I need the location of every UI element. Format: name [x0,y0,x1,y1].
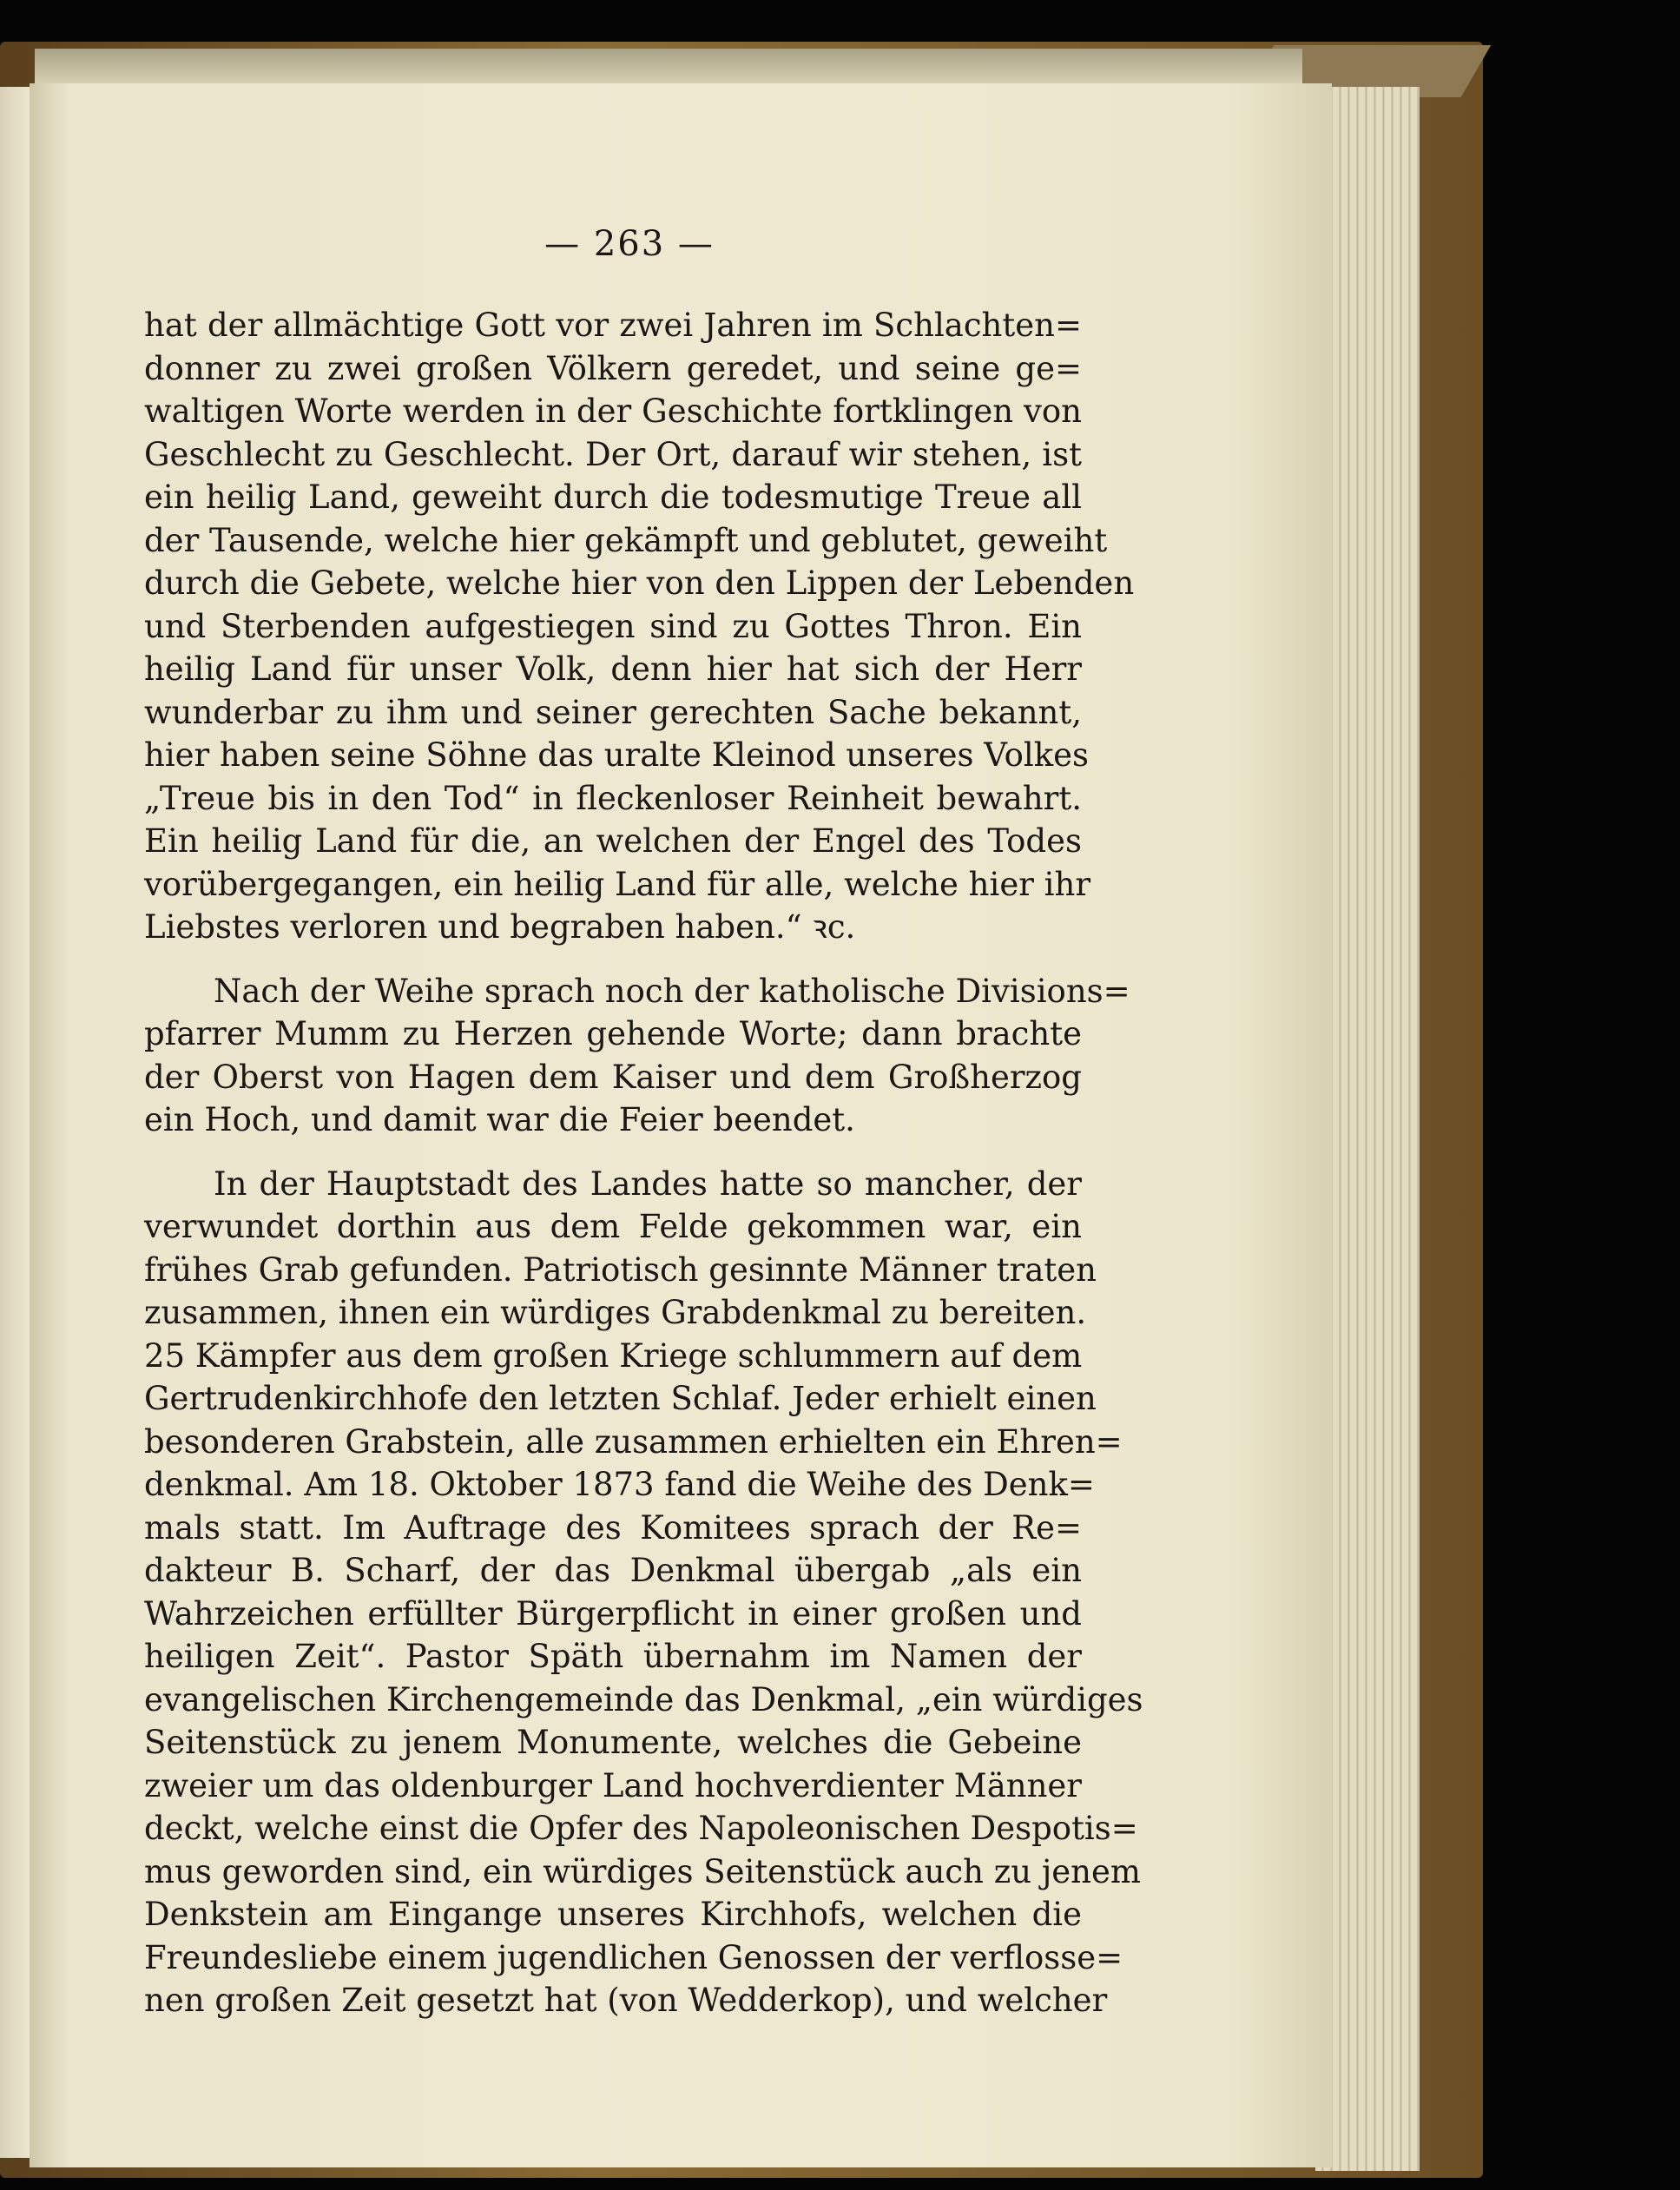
text-line: 25 Kämpfer aus dem großen Kriege schlummern auf dem [144,1336,1083,1375]
text-line: Geschlecht zu Geschlecht. Der Ort, darauf wir stehen, ist [144,435,1082,473]
paragraph [144,1163,1143,2022]
text-line: „Treue bis in den Tod“ in fleckenloser Reinheit bewahrt. [144,779,1082,817]
text-line: hier haben seine Söhne das uralte Kleinod unseres Volkes [144,736,1090,774]
facing-page-edge [0,87,30,2158]
page-number: — 263 — [544,224,715,264]
text-line: mus geworden sind, ein würdiges Seitenstück auch zu jenem [144,1852,1141,1890]
paragraph [144,304,1135,949]
text-line: nen großen Zeit gesetzt hat (von Wedderkop), und welcher [144,1982,1108,2019]
text-line: vorübergegangen, ein heilig Land für alle, welche hier ihr [144,865,1091,903]
text-line: der Tausende, welche hier gekämpft und geblutet, geweiht [144,521,1108,559]
text-line: der Oberst von Hagen dem Kaiser und dem Großherzog [144,1058,1082,1096]
text-line: heilig Land für unser Volk, denn hier hat sich der Herr [144,650,1082,688]
text-line: Gertrudenkirchhofe den letzten Schlaf. Jeder erhielt einen [144,1380,1097,1417]
text-line: frühes Grab gefunden. Patriotisch gesinnte Männer traten [144,1250,1097,1289]
text-line: zweier um das oldenburger Land hochverdienter Männer [144,1766,1082,1804]
body-text [144,304,1143,2022]
text-line: verwundet dorthin aus dem Felde gekommen war, ein [144,1208,1082,1245]
text-line: denkmal. Am 18. Oktober 1873 fand die Weihe des Denk= [144,1466,1095,1503]
text-line: pfarrer Mumm zu Herzen gehende Worte; dann brachte [144,1015,1082,1052]
text-line: besonderen Grabstein, alle zusammen erhielten ein Ehren= [144,1422,1123,1461]
text-line: Wahrzeichen erfüllter Bürgerpflicht in einer großen und [144,1594,1082,1633]
text-line: Denkstein am Eingange unseres Kirchhofs, welchen die [144,1896,1082,1933]
text-line: Ein heilig Land für die, an welchen der Engel des Todes [144,822,1082,860]
text-line: Seitenstück zu jenem Monumente, welches die Gebeine [144,1724,1082,1761]
text-line: Freundesliebe einem jugendlichen Genossen der verflosse= [144,1938,1123,1976]
text-line: dakteur B. Scharf, der das Denkmal übergab „als ein [144,1552,1082,1589]
page-top-edge [35,49,1302,83]
text-line: und Sterbenden aufgestiegen sind zu Gottes Thron. Ein [144,607,1082,645]
text-line: In der Hauptstadt des Landes hatte so mancher, der [214,1164,1082,1203]
text-line: mals statt. Im Auftrage des Komitees sprach der Re= [144,1508,1082,1547]
text-line: deckt, welche einst die Opfer des Napoleonischen Despotis= [144,1810,1138,1847]
text-line: donner zu zwei großen Völkern geredet, und seine ge= [144,349,1082,387]
text-line: durch die Gebete, welche hier von den Lippen der Lebenden [144,564,1135,602]
text-line: Liebstes verloren und begraben haben.“ ꝛc. [144,908,856,946]
text-line: hat der allmächtige Gott vor zwei Jahren im Schlachten= [144,307,1082,344]
text-line: ein Hoch, und damit war die Feier beendet. [144,1101,855,1138]
text-line: waltigen Worte werden in der Geschichte fortklingen von [144,392,1082,430]
paragraph [144,970,1130,1142]
text-line: zusammen, ihnen ein würdiges Grabdenkmal zu bereiten. [144,1294,1087,1331]
text-line: Nach der Weihe sprach noch der katholische Divisions= [214,972,1130,1010]
text-line: ein heilig Land, geweiht durch die todesmutige Treue all [144,478,1082,516]
text-line: evangelischen Kirchengemeinde das Denkmal, „ein würdiges [144,1680,1143,1718]
text-line: wunderbar zu ihm und seiner gerechten Sache bekannt, [144,693,1082,731]
text-line: heiligen Zeit“. Pastor Späth übernahm im Namen der [144,1638,1082,1675]
